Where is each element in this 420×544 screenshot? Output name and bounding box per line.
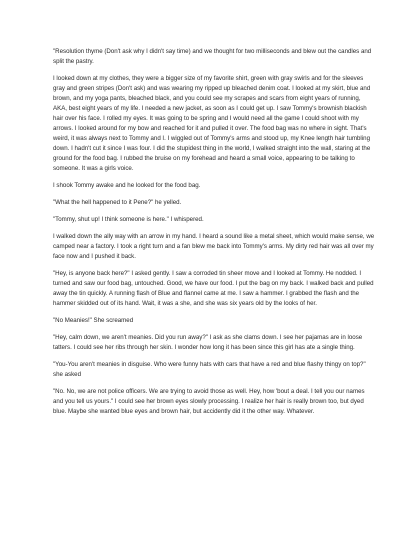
paragraph: "No Meanies!" She screamed xyxy=(53,317,134,324)
paragraph: "Hey, is anyone back here?" I asked gently. I saw a corroded tin sheer move and I looked at Tommy. He nodded. I turned and saw our food bag, untouched. Good, we have our food. I put the bag on my back. I walked back and pulled away the tin quickly. A running flash of Blue and flannel came at me. I saw a hammer. I grabbed the flash and the hammer skidded out of its hand. Wait, it was a she, and she was six years old by the looks of her. xyxy=(53,270,374,307)
paragraph: I walked down the ally way with an arrow in my hand. I heard a sound like a metal sheet, which would make sense, we camped near a factory. I took a right turn and a fan blew me back into Tommy's arms. My dirty red hair was all over my face now and I pushed it back. xyxy=(53,233,375,260)
paragraph: "No. No, we are not police officers. We are trying to avoid those as well. Hey, how 'bout a deal. I tell you our names and you tell us yours." I could see her brown eyes slowly processing. I realize her hair is really brown too, but dyed blue. Maybe she wanted blue eyes and brown hair, but accidently did it the other way. Whatever. xyxy=(53,388,365,415)
story-text xyxy=(53,47,375,424)
paragraph: "What the hell happened to it Pene?" he yelled. xyxy=(53,199,182,206)
paragraph: "Tommy, shut up! I think someone is here." I whispered. xyxy=(53,216,204,223)
paragraph: "Resolution thyme (Don't ask why I didn't say time) and we thought for two milliseconds and blew out the candles and split the pastry. xyxy=(53,48,372,65)
paragraph: I looked down at my clothes, they were a bigger size of my favorite shirt, green with gray swirls and for the sleeves gray and green stripes (Don't ask) and was wearing my ripped up bleached denim coat. I looked at my skirt, blue and brown, and my yoga pants, bleached black, and you could see my scrapes and scars from eight years of running, AKA, best eight years of my life. I needed a new jacket, as soon as I could get up. I saw Tommy's brownish blackish hair over his face. I rolled my eyes. It was going to be spring and I would need all the game I could shoot with my arrows. I looked around for my bow and reached for it and pulled it over. The food bag was no where in sight. That's weird, it was always next to Tommy and I. I wiggled out of Tommy's arms and stood up, my Knee length hair tumbling down. I hadn't cut it since I was four. I did the stupidest thing in the world, I walked straight into the wall, staring at the ground for the food bag. I rubbed the bruise on my forehead and heard a small voice, appearing to be talking to someone. It was a girls voice. xyxy=(53,75,371,172)
paragraph: I shook Tommy awake and he looked for the food bag. xyxy=(53,182,201,189)
paragraph: "Hey, calm down, we aren't meanies. Did you run away?" I ask as she clams down. I see her pajamas are in loose tatters. I could see her ribs through her skin. I wonder how long it has been since this girl has ate a single thing. xyxy=(53,334,363,351)
paragraph: "You-You aren't meanies in disguise. Who were funny hats with cars that have a red and blue flashy thingy on top?" she asked xyxy=(53,361,366,378)
